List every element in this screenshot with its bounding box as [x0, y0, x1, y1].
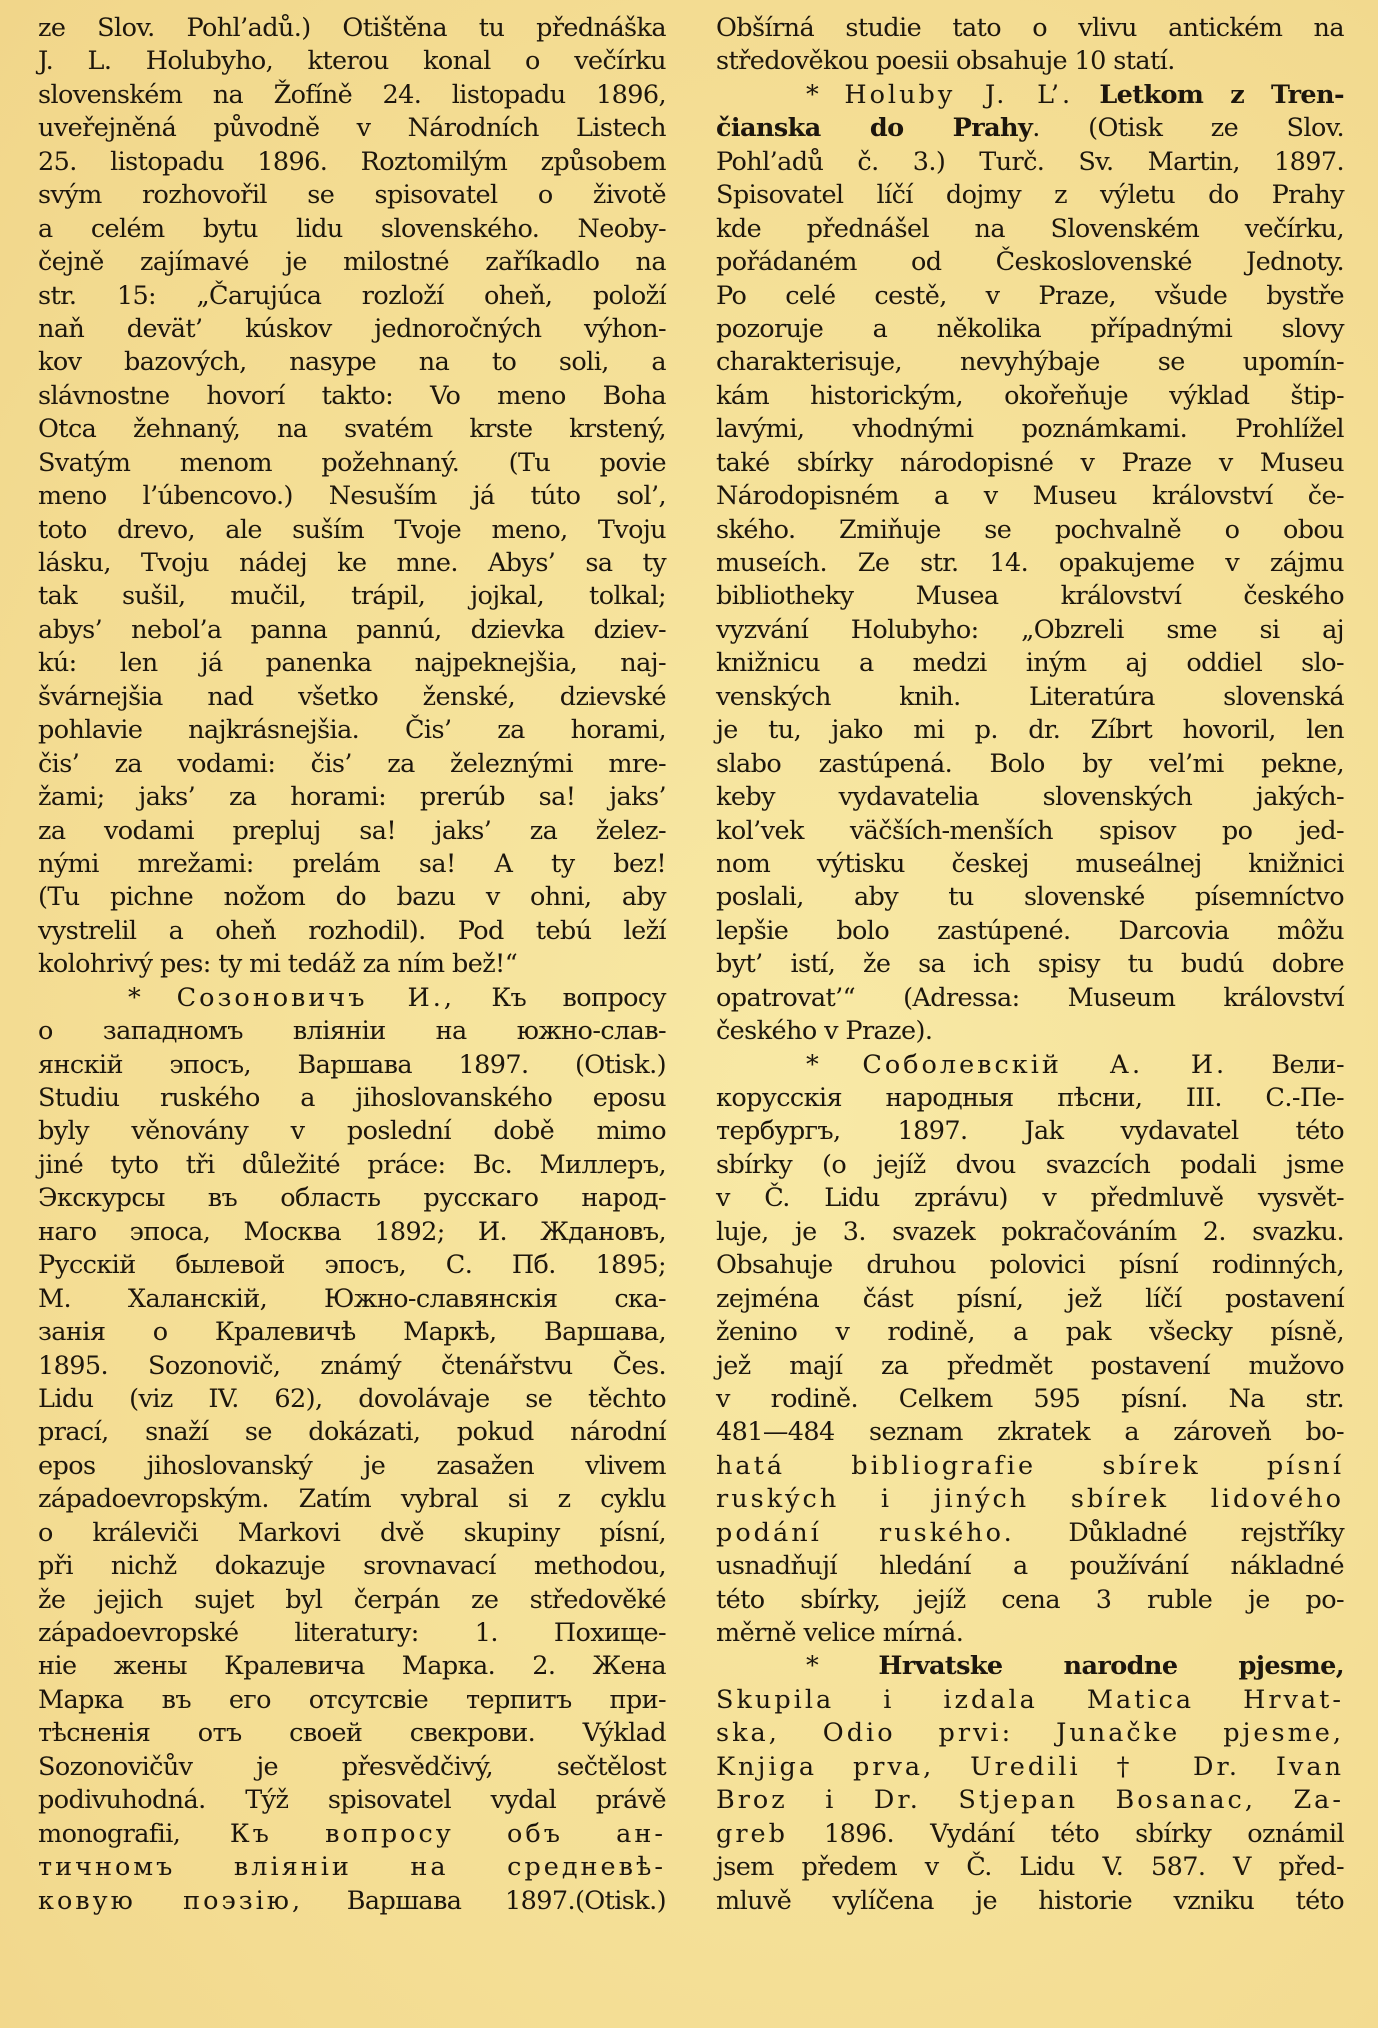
spaced-text: podání ruského.	[716, 1517, 1015, 1548]
entry-source: . (Otisk ze Slov.	[1032, 113, 1344, 144]
text-line: v Č. Lidu zprávu) v předmluvě vysvět-	[716, 1183, 1344, 1214]
text-line: Экскурсы въ область русскаго народ-	[38, 1183, 666, 1214]
holuby-entry-title-line	[716, 112, 1344, 145]
monograph-tail: Варшава 1897.(Otisk.)	[346, 1885, 666, 1916]
monograph-line-1	[38, 1818, 666, 1851]
text-line: Русскій былевой эпосъ, С. Пб. 1895;	[38, 1250, 666, 1281]
text-line: západoevropské literatury: 1. Похище-	[38, 1618, 666, 1648]
left-column	[38, 12, 666, 1918]
text-line: Otca žehnaný, na svatém krste krstený,	[38, 414, 666, 445]
text-line: zejména část písní, jež líčí postavení	[716, 1283, 1344, 1314]
monograph-line-3	[38, 1885, 666, 1918]
sobolevskij-spaced-lines	[716, 1450, 1344, 1517]
text-line: čejně zajímavé je milostné zaříkadlo na	[38, 247, 666, 278]
text-line: ženino v rodině, a pak všecky písně,	[716, 1317, 1344, 1348]
spaced-text: greb	[716, 1818, 788, 1849]
text-line: a celém bytu lidu slovenského. Neoby-	[38, 213, 666, 244]
text-line: Skupila i izdala Matica Hrvat-	[716, 1684, 1344, 1715]
text-line: podivuhodná. Týž spisovatel vydal právě	[38, 1785, 666, 1816]
text-line: čis’ za vodami: čis’ za železnými mre-	[38, 748, 666, 779]
text-line: Pohl’adů č. 3.) Turč. Sv. Martin, 1897.	[716, 146, 1344, 177]
text-line: o králeviči Markovi dvě skupiny písní,	[38, 1517, 666, 1548]
text-line: nom výtisku českej museálnej knižnici	[716, 848, 1344, 879]
entry-marker: *	[806, 79, 819, 110]
text-line: корусскія народныя пѣсни, III. С.-Пе-	[716, 1083, 1344, 1113]
text-line: Spisovatel líčí dojmy z výletu do Prahy	[716, 180, 1344, 211]
text-line: lavými, vhodnými poznámkami. Prohlížel	[716, 414, 1344, 445]
text-line: Svatým menom požehnaný. (Tu povie	[38, 447, 666, 478]
sobolevskij-entry-heading	[716, 1049, 1344, 1082]
text-line: 25. listopadu 1896. Roztomilým způsobem	[38, 146, 666, 177]
text-line: také sbírky národopisné v Praze v Museu	[716, 447, 1344, 478]
text-line: za vodami prepluj sa! jaks’ za želez-	[38, 815, 666, 846]
sobolevskij-entry-end	[716, 1550, 1344, 1650]
text-line: jež mají za předmět postavení mužovo	[716, 1350, 1344, 1381]
text-line: keby vydavatelia slovenských jakých-	[716, 782, 1344, 813]
holuby-entry-body	[716, 146, 1344, 1049]
text-line: českého v Praze).	[716, 1016, 933, 1047]
text-line: pozoruje a několika případnými slovy	[716, 313, 1344, 344]
text-line: při nichž dokazuje srovnavací methodou,	[38, 1551, 666, 1582]
hrvatske-spaced-lines	[716, 1684, 1344, 1818]
text-line: je tu, jako mi p. dr. Zíbrt hovoril, len	[716, 715, 1344, 746]
text-line: str. 15: „Čarujúca rozloží oheň, položí	[38, 280, 666, 311]
text-line: abys’ nebol’a panna pannú, dzievka dziev-	[38, 614, 666, 645]
text-line: ніе жены Кралевича Марка. 2. Жена	[38, 1651, 666, 1682]
text-line: jiné tyto tři důležité práce: Вс. Миллеръ,	[38, 1149, 666, 1180]
text-line: занія о Кралевичѣ Маркѣ, Варшава,	[38, 1317, 666, 1348]
text-line: vystrelil a oheň rozhodil). Pod tebú leží	[38, 915, 666, 946]
text-line: středověkou poesii obsahuje 10 statí.	[716, 46, 1175, 77]
entry-title: čianska do Prahy	[716, 113, 1033, 144]
holuby-lecture-paragraph	[38, 12, 666, 982]
monograph-title-line: ковую поэзію,	[38, 1885, 304, 1916]
sozonovic-entry-body	[38, 1015, 666, 1818]
text-line: янскій эпосъ, Варшава 1897. (Otisk.)	[38, 1049, 666, 1080]
text-line: ska, Odio prvi: Junačke pjesme,	[716, 1718, 1344, 1749]
hrvatske-entry-body	[716, 1851, 1344, 1918]
text-line: mluvě vylíčena je historie vzniku této	[716, 1885, 1344, 1916]
text-line: nými mrežami: prelám sa! A ty bez!	[38, 848, 666, 879]
text-line: kde přednášel na Slovenském večírku,	[716, 213, 1344, 244]
text-line: venských knih. Literatúra slovenská	[716, 681, 1344, 712]
text-line: 481—484 seznam zkratek a zároveň bo-	[716, 1417, 1344, 1448]
text-line: slabo zastúpená. Bolo by vel’mi pekne,	[716, 748, 1344, 779]
text-line: charakterisuje, nevyhýbaje se upomín-	[716, 347, 1344, 378]
text-line: slávnostne hovorí takto: Vo meno Boha	[38, 380, 666, 411]
text-line: byly věnovány v poslední době mimo	[38, 1116, 666, 1147]
text-line: měrně velice mírná.	[716, 1618, 964, 1648]
text-line: kolohrivý pes: ty mi tedáž za ním bež!“	[38, 949, 518, 980]
text-line: kol’vek väčších-menších spisov po jed-	[716, 815, 1344, 846]
text-line: М. Халанскій, Южно-славянскія ска-	[38, 1283, 666, 1314]
holuby-entry-heading	[716, 79, 1344, 112]
text-line: prací, snaží se dokázati, pokud národní	[38, 1417, 666, 1448]
text-line: poslali, aby tu slovenské písemníctvo	[716, 882, 1344, 913]
text-line: vyzvání Holubyho: „Obzreli sme si aj	[716, 614, 1344, 645]
monograph-title-line: тичномъ вліяніи на средневѣ-	[38, 1852, 666, 1883]
sobolevskij-mixed-line	[716, 1517, 1344, 1550]
text-line: pohlavie najkrásnejšia. Čis’ za horami,	[38, 715, 666, 746]
text-line: Obsahuje druhou polovici písní rodinných,	[716, 1250, 1344, 1281]
text-line: že jejich sujet byl čerpán ze středověké	[38, 1584, 666, 1615]
text-line: této sbírky, jejíž cena 3 ruble je po-	[716, 1584, 1344, 1615]
entry-title: Hrvatske narodne pjesme,	[878, 1651, 1344, 1682]
entry-title-start: Къ вопросу	[491, 982, 667, 1013]
monograph-lead: monografii,	[38, 1818, 181, 1849]
entry-title: Letkom z Tren-	[1099, 79, 1344, 110]
text-line: 1895. Sozonovič, známý čtenářstvu Čes.	[38, 1350, 666, 1381]
text-line: uveřejněná původně v Národních Listech	[38, 113, 666, 144]
sobolevskij-entry-body	[716, 1082, 1344, 1450]
text-line: kám historickým, okořeňuje výklad štip-	[716, 380, 1344, 411]
text-line: Марка въ его отсутсвіе терпитъ при-	[38, 1684, 666, 1715]
text-line: naň devät’ kúskov jednoročných výhon-	[38, 313, 666, 344]
text-line: bibliotheky Musea království českého	[716, 581, 1344, 612]
text-line: Po celé cestě, v Praze, všude bystře	[716, 280, 1344, 311]
right-column	[716, 12, 1344, 1918]
text-line: epos jihoslovanský je zasažen vlivem	[38, 1450, 666, 1481]
text-line: Knjiga prva, Uredili † Dr. Ivan	[716, 1751, 1344, 1782]
text-line: toto drevo, ale suším Tvoje meno, Tvoju	[38, 514, 666, 545]
text-line: lepšie bolo zastúpené. Darcovia môžu	[716, 915, 1344, 946]
text-line: Obšírná studie tato o vlivu antickém na	[716, 13, 1344, 43]
text-line: opatrovat’“ (Adressa: Museum království	[716, 982, 1344, 1013]
body-text: 1896. Vydání této sbírky oznámil	[824, 1818, 1344, 1849]
entry-marker: *	[806, 1049, 819, 1080]
hrvatske-entry-heading	[716, 1650, 1344, 1683]
text-line: usnadňují hledání a používání nákladné	[716, 1551, 1344, 1582]
text-line: luje, je 3. svazek pokračováním 2. svazku.	[716, 1216, 1344, 1247]
text-line: v rodině. Celkem 595 písní. Na str.	[716, 1383, 1344, 1414]
text-line: Sozonovičův je přesvědčivý, sečtělost	[38, 1751, 666, 1782]
entry-marker: *	[128, 982, 141, 1013]
continued-paragraph	[716, 12, 1344, 79]
text-line: lásku, Tvoju nádej ke mne. Abys’ sa ty	[38, 548, 666, 578]
text-line: museích. Ze str. 14. opakujeme v zájmu	[716, 548, 1344, 578]
text-line: Národopisném a v Museu království če-	[716, 481, 1344, 512]
monograph-title-line: Къ вопросу объ ан-	[229, 1818, 666, 1849]
text-line: slovenském na Žofíně 24. listopadu 1896,	[38, 79, 666, 110]
text-line: sbírky (o jejíž dvou svazcích podali jsme	[716, 1149, 1344, 1180]
body-text: Důkladné rejstříky	[1068, 1517, 1344, 1548]
sozonovic-entry-heading	[38, 982, 666, 1015]
text-line: svým rozhovořil se spisovatel o životě	[38, 180, 666, 211]
hrvatske-mixed-line	[716, 1818, 1344, 1851]
entry-marker: *	[806, 1651, 819, 1682]
text-line: ze Slov. Pohl’adů.) Otištěna tu přednáška	[38, 13, 666, 43]
text-line: meno l’úbencovo.) Nesuším já túto sol’,	[38, 481, 666, 512]
text-line: západoevropským. Zatím vybral si z cyklu	[38, 1484, 666, 1515]
text-line: наго эпоса, Москва 1892; И. Ждановъ,	[38, 1216, 666, 1247]
text-line: pořádaném od Československé Jednoty.	[716, 247, 1344, 278]
text-line: tak sušil, mučil, trápil, jojkal, tolkal;	[38, 581, 666, 612]
text-line: žami; jaks’ za horami: prerúb sa! jaks’	[38, 782, 666, 813]
text-line: о западномъ вліяніи на южно-слав-	[38, 1016, 666, 1047]
text-line: švárnejšia nad všetko ženské, dzievské	[38, 681, 666, 712]
text-line: J. L. Holubyho, kterou konal o večírku	[38, 46, 666, 77]
text-line: Lidu (viz IV. 62), dovolávaje se těchto	[38, 1383, 666, 1414]
entry-author: Созоновичъ И.,	[176, 982, 455, 1013]
text-line: ruských i jiných sbírek lidového	[716, 1484, 1344, 1515]
text-line: ského. Zmiňuje se pochvalně o obou	[716, 514, 1344, 545]
text-line: тѣсненія отъ своей свекрови. Výklad	[38, 1718, 666, 1749]
text-line: jsem předem v Č. Lidu V. 587. V před-	[716, 1852, 1344, 1883]
text-line: kú: len já panenka najpeknejšia, naj-	[38, 648, 666, 679]
text-line: knižnicu a medzi iným aj oddiel slo-	[716, 648, 1344, 679]
text-line: тербургъ, 1897. Jak vydavatel této	[716, 1116, 1344, 1147]
text-line: kov bazových, nasype na to soli, a	[38, 347, 666, 378]
entry-author: Holuby J. L’.	[844, 79, 1074, 110]
text-line: (Tu pichne nožom do bazu v ohni, aby	[38, 882, 666, 913]
text-line: hatá bibliografie sbírek písní	[716, 1450, 1344, 1481]
entry-author: Соболевскій А. И.	[862, 1049, 1228, 1080]
entry-title-start: Вели-	[1271, 1049, 1344, 1080]
text-line: Broz i Dr. Stjepan Bosanac, Za-	[716, 1785, 1344, 1816]
text-line: Studiu ruského a jihoslovanského eposu	[38, 1083, 666, 1113]
text-line: byt’ istí, že sa ich spisy tu budú dobre	[716, 949, 1344, 980]
